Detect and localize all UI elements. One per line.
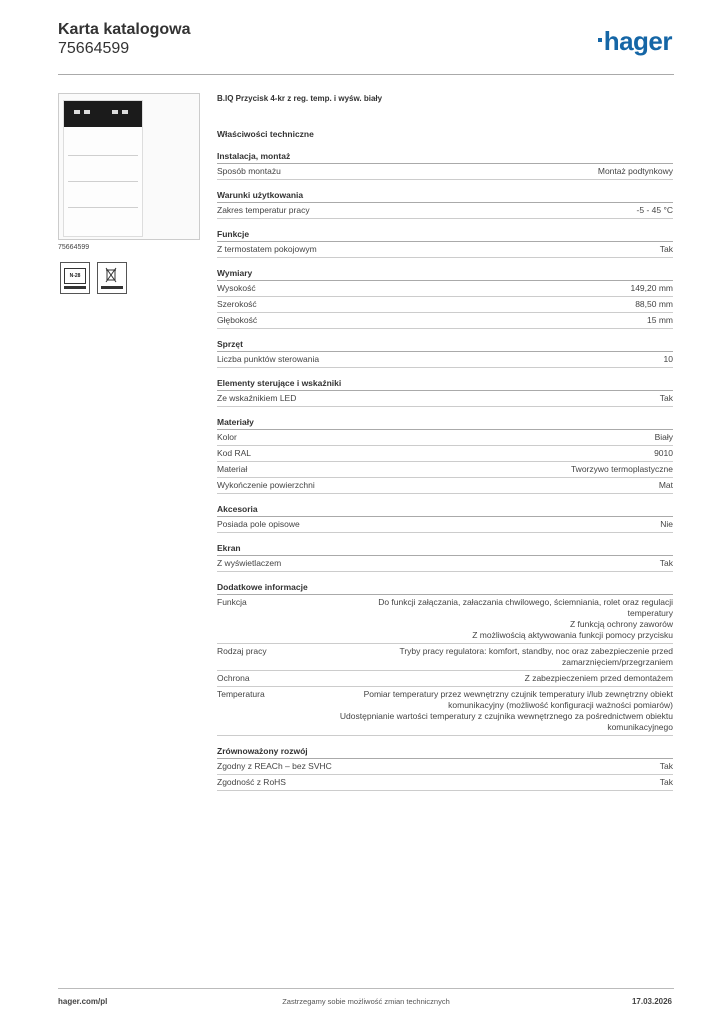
- spec-section: [217, 543, 673, 572]
- cert-label-icon: N-28: [60, 262, 90, 294]
- spec-row: [217, 478, 673, 494]
- spec-row: [217, 671, 673, 687]
- spec-label: Rodzaj pracy: [217, 646, 267, 656]
- spec-section: [217, 268, 673, 329]
- spec-value: Pomiar temperatury przez wewnętrzny czujnik temperatury i/lub zewnętrzny obiekt komunikacyjny (możliwość konfiguracji ważności pomiarów) Udostępnianie wartości temperatury z czujnika wewnętrznego za pośrednictwem obiektu komunikacyjnego: [339, 689, 673, 732]
- page-header: [58, 20, 674, 78]
- spec-label: Posiada pole opisowe: [217, 519, 300, 529]
- spec-row: [217, 759, 673, 775]
- spec-label: Kod RAL: [217, 448, 252, 458]
- spec-section: [217, 504, 673, 533]
- spec-row: [217, 446, 673, 462]
- document-title: Karta katalogowa: [58, 21, 191, 38]
- section-title: Akcesoria: [217, 504, 673, 517]
- spec-value: Tak: [659, 558, 673, 568]
- image-caption: 75664599: [58, 244, 90, 251]
- spec-row: [217, 595, 673, 644]
- hager-logo: hager: [598, 26, 672, 57]
- technical-properties-title: Właściwości techniczne: [217, 129, 314, 139]
- spec-row: [217, 517, 673, 533]
- spec-row: [217, 242, 673, 258]
- spec-value: Tworzywo termoplastyczne: [570, 464, 673, 474]
- product-image: [58, 93, 200, 240]
- spec-sections: [217, 151, 673, 791]
- spec-label: Głębokość: [217, 315, 258, 325]
- weee-bin-icon: [97, 262, 127, 294]
- spec-value: 149,20 mm: [630, 283, 673, 293]
- spec-value: Tak: [659, 393, 673, 403]
- spec-section: [217, 417, 673, 494]
- header-divider: [58, 74, 674, 75]
- spec-label: Temperatura: [217, 689, 265, 699]
- footer-divider: [58, 988, 674, 989]
- spec-section: [217, 339, 673, 368]
- spec-row: [217, 391, 673, 407]
- section-title: Elementy sterujące i wskaźniki: [217, 378, 673, 391]
- spec-value: 15 mm: [647, 315, 673, 325]
- spec-label: Kolor: [217, 432, 237, 442]
- spec-row: [217, 644, 673, 671]
- spec-label: Zakres temperatur pracy: [217, 205, 310, 215]
- spec-value: Do funkcji załączania, załaczania chwilowego, ściemniania, rolet oraz regulacji temperatury Z funkcją ochrony zaworów Z możliwością aktywowania funkcji pomocy przycisku: [378, 597, 673, 640]
- spec-row: [217, 164, 673, 180]
- spec-row: [217, 462, 673, 478]
- device-display: [64, 101, 142, 127]
- device-illustration: [63, 100, 143, 237]
- section-title: Zrównoważony rozwój: [217, 746, 673, 759]
- spec-row: [217, 775, 673, 791]
- spec-content: [217, 94, 673, 801]
- spec-value: Z zabezpieczeniem przed demontażem: [524, 673, 673, 683]
- spec-value: 10: [663, 354, 673, 364]
- spec-label: Szerokość: [217, 299, 257, 309]
- section-title: Ekran: [217, 543, 673, 556]
- spec-section: [217, 746, 673, 791]
- spec-value: Tryby pracy regulatora: komfort, standby, noc oraz zabezpieczenie przed zamarznięciem/przegrzaniem: [399, 646, 673, 667]
- spec-row: [217, 352, 673, 368]
- spec-label: Ze wskaźnikiem LED: [217, 393, 297, 403]
- document-number: 75664599: [58, 40, 130, 57]
- spec-label: Zgodność z RoHS: [217, 777, 286, 787]
- section-title: Wymiary: [217, 268, 673, 281]
- spec-label: Wysokość: [217, 283, 256, 293]
- logo-dot-icon: [598, 38, 602, 42]
- spec-label: Zgodny z REACh – bez SVHC: [217, 761, 332, 771]
- spec-value: Nie: [660, 519, 673, 529]
- spec-section: [217, 229, 673, 258]
- spec-row: [217, 430, 673, 446]
- spec-label: Z wyświetlaczem: [217, 558, 282, 568]
- section-title: Funkcje: [217, 229, 673, 242]
- spec-value: -5 - 45 °C: [636, 205, 673, 215]
- spec-value: Tak: [659, 777, 673, 787]
- spec-label: Ochrona: [217, 673, 250, 683]
- spec-value: Mat: [658, 480, 673, 490]
- spec-value: Tak: [659, 244, 673, 254]
- footer-date: 17.03.2026: [631, 997, 672, 1006]
- spec-row: [217, 297, 673, 313]
- spec-row: [217, 313, 673, 329]
- spec-row: [217, 203, 673, 219]
- spec-section: [217, 190, 673, 219]
- spec-label: Z termostatem pokojowym: [217, 244, 317, 254]
- product-name: B.IQ Przycisk 4-kr z reg. temp. i wyśw. biały: [217, 94, 383, 103]
- spec-label: Funkcja: [217, 597, 247, 607]
- spec-label: Liczba punktów sterowania: [217, 354, 320, 364]
- spec-label: Sposób montażu: [217, 166, 281, 176]
- spec-row: [217, 687, 673, 736]
- spec-value: Tak: [659, 761, 673, 771]
- spec-section: [217, 151, 673, 180]
- spec-row: [217, 556, 673, 572]
- spec-section: [217, 582, 673, 736]
- section-title: Materiały: [217, 417, 673, 430]
- spec-value: Montaż podtynkowy: [597, 166, 673, 176]
- section-title: Sprzęt: [217, 339, 673, 352]
- footer-url[interactable]: hager.com/pl: [58, 997, 108, 1006]
- spec-row: [217, 281, 673, 297]
- spec-section: [217, 378, 673, 407]
- section-title: Warunki użytkowania: [217, 190, 673, 203]
- spec-value: 88,50 mm: [635, 299, 673, 309]
- section-title: Instalacja, montaż: [217, 151, 673, 164]
- section-title: Dodatkowe informacje: [217, 582, 673, 595]
- spec-value: 9010: [654, 448, 673, 458]
- footer-note: Zastrzegamy sobie możliwość zmian technicznych: [282, 997, 450, 1006]
- spec-label: Wykończenie powierzchni: [217, 480, 315, 490]
- spec-label: Materiał: [217, 464, 248, 474]
- spec-value: Biały: [654, 432, 673, 442]
